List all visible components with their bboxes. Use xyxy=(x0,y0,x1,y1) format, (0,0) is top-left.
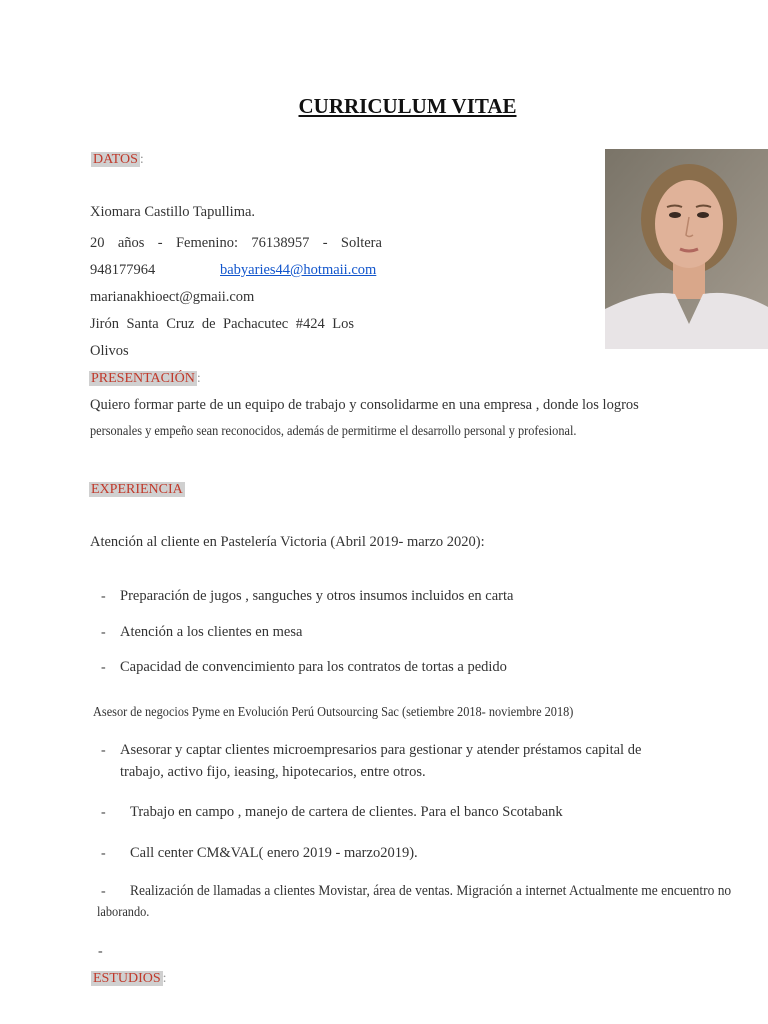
bullet-dash: - xyxy=(101,660,106,675)
address-word: Cruz xyxy=(166,316,195,332)
datos-label: DATOS xyxy=(93,152,138,167)
estudios-label: ESTUDIOS xyxy=(93,971,161,986)
estudios-sep: : xyxy=(162,971,167,986)
marital-status: Soltera xyxy=(340,235,382,251)
bullet-dash: - xyxy=(101,625,106,640)
bullet-dash: - xyxy=(98,944,103,959)
age-value: 20 xyxy=(90,235,105,251)
job1-item-1: Preparación de jugos , sanguches y otros insumos incluidos en carta xyxy=(120,588,514,604)
address-word: Jirón xyxy=(90,316,119,332)
job1-item-3: Capacidad de convencimiento para los contratos de tortas a pedido xyxy=(120,659,507,675)
age-unit: años xyxy=(117,235,145,251)
bullet-dash: - xyxy=(101,589,106,604)
job2-item-1-line-1: Asesorar y captar clientes microempresarios para gestionar y atender préstamos capital de xyxy=(120,742,642,758)
profile-photo xyxy=(605,149,768,349)
address-word: #424 xyxy=(295,316,325,332)
profile-photo-icon xyxy=(605,149,768,349)
bullet-dash: - xyxy=(101,805,106,820)
address-word: de xyxy=(201,316,216,332)
bullet-dash: - xyxy=(101,884,106,899)
address-word: Santa xyxy=(126,316,159,332)
presentacion-label: PRESENTACIÓN xyxy=(91,371,195,386)
separator: - xyxy=(322,235,328,251)
candidate-name: Xiomara Castillo Tapullima. xyxy=(90,204,256,220)
job2-item-2: Trabajo en campo , manejo de cartera de clientes. Para el banco Scotabank xyxy=(130,804,563,820)
datos-heading xyxy=(91,150,144,168)
job2-title: Asesor de negocios Pyme en Evolución Perú Outsourcing Sac (setiembre 2018- noviembre 2018) xyxy=(93,705,574,720)
gender: Femenino: xyxy=(175,235,238,251)
address-word: Pachacutec xyxy=(223,316,289,332)
presentacion-line-2: personales y empeño sean reconocidos, además de permitirme el desarrollo personal y profesional. xyxy=(90,424,577,439)
job1-item-2: Atención a los clientes en mesa xyxy=(120,624,303,640)
job2-item-4-line-2: laborando. xyxy=(97,905,150,920)
separator: - xyxy=(157,235,163,251)
experiencia-heading xyxy=(89,480,185,498)
job1-title: Atención al cliente en Pastelería Victoria (Abril 2019- marzo 2020): xyxy=(90,534,485,550)
bullet-dash: - xyxy=(101,743,106,758)
email-secondary: marianakhioect@gmaii.com xyxy=(90,289,255,305)
phone-number: 948177964 xyxy=(90,262,156,278)
email-link[interactable]: babyaries44@hotmaii.com xyxy=(220,262,377,278)
address-end: Olivos xyxy=(90,343,129,359)
job2-item-1-line-2: trabajo, activo fijo, ieasing, hipotecarios, entre otros. xyxy=(120,764,426,780)
presentacion-line-1: Quiero formar parte de un equipo de trabajo y consolidarme en una empresa , donde los logros xyxy=(90,397,639,413)
presentacion-heading xyxy=(89,369,201,387)
presentacion-sep: : xyxy=(196,371,201,386)
datos-sep: : xyxy=(139,152,144,167)
bullet-dash: - xyxy=(101,846,106,861)
estudios-heading xyxy=(91,969,167,987)
job2-item-4-line-1: Realización de llamadas a clientes Movistar, área de ventas. Migración a internet Actualmente me encuentro no xyxy=(130,883,732,899)
job2-item-3: Call center CM&VAL( enero 2019 - marzo2019). xyxy=(130,845,418,861)
personal-info-line xyxy=(90,235,382,252)
address-line xyxy=(90,316,354,333)
id-number: 76138957 xyxy=(251,235,310,251)
address-word: Los xyxy=(332,316,354,332)
page-title: CURRICULUM VITAE xyxy=(298,94,517,118)
experiencia-label: EXPERIENCIA xyxy=(91,482,183,497)
